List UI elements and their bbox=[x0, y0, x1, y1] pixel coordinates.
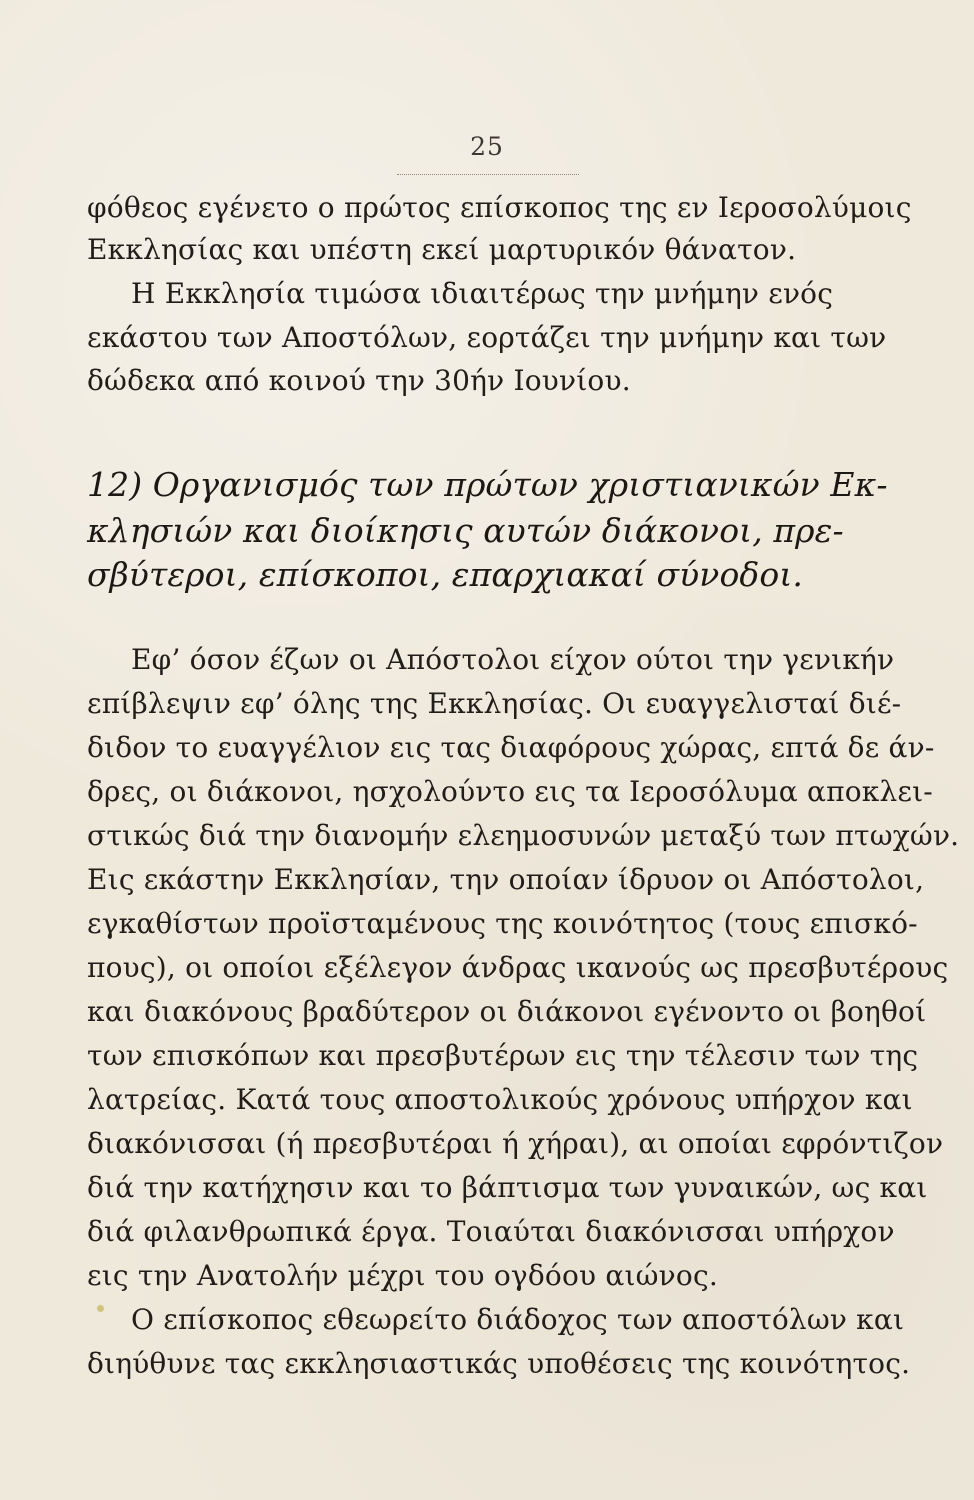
page-number-rule bbox=[397, 174, 579, 175]
text-line: φόθεος εγένετο ο πρώτος επίσκοπος της εν Ιεροσολύμοις bbox=[87, 191, 912, 224]
text-line: διά την κατήχησιν και το βάπτισμα των γυναικών, ως και bbox=[87, 1171, 928, 1204]
text-line: Εκκλησίας και υπέστη εκεί μαρτυρικόν θάνατον. bbox=[87, 233, 797, 266]
heading-line: 12) Οργανισμός των πρώτων χριστιανικών Εκ- bbox=[87, 465, 888, 504]
text-line: και διακόνους βραδύτερον οι διάκονοι εγένοντο οι βοηθοί bbox=[87, 995, 927, 1028]
text-line: Η Εκκλησία τιμώσα ιδιαιτέρως την μνήμην ενός bbox=[131, 277, 834, 310]
text-line: επίβλεψιν εφ’ όλης της Εκκλησίας. Οι ευαγγελισταί διέ- bbox=[87, 687, 902, 720]
text-line: πους), οι οποίοι εξέλεγον άνδρας ικανούς ως πρεσβυτέρους bbox=[87, 951, 949, 984]
text-line: στικώς διά την διανομήν ελεημοσυνών μεταξύ των πτωχών. bbox=[87, 819, 960, 852]
text-line: εγκαθίστων προϊσταμένους της κοινότητος (τους επισκό- bbox=[87, 907, 918, 940]
heading-line: κλησιών και διοίκησις αυτών διάκονοι, πρε- bbox=[87, 511, 844, 550]
text-line: διά φιλανθρωπικά έργα. Τοιαύται διακόνισσαι υπήρχον bbox=[87, 1215, 895, 1248]
page-number: 25 bbox=[470, 132, 504, 161]
text-line: Ο επίσκοπος εθεωρείτο διάδοχος των αποστόλων και bbox=[131, 1303, 905, 1336]
text-line: Εφ’ όσον έζων οι Απόστολοι είχον ούτοι την γενικήν bbox=[131, 643, 895, 676]
text-line: εις την Ανατολήν μέχρι του ογδόου αιώνος. bbox=[87, 1259, 718, 1292]
text-line: των επισκόπων και πρεσβυτέρων εις την τέλεσιν των της bbox=[87, 1039, 919, 1072]
page-mark bbox=[97, 1305, 104, 1312]
text-line: δώδεκα από κοινού την 30ήν Ιουνίου. bbox=[87, 364, 631, 397]
text-line: εκάστου των Αποστόλων, εορτάζει την μνήμην και των bbox=[87, 321, 887, 354]
text-line: διακόνισσαι (ή πρεσβυτέραι ή χήραι), αι οποίαι εφρόντιζον bbox=[87, 1127, 944, 1160]
text-line: Εις εκάστην Εκκλησίαν, την οποίαν ίδρυον οι Απόστολοι, bbox=[87, 863, 925, 896]
text-line: λατρείας. Κατά τους αποστολικούς χρόνους υπήρχον και bbox=[87, 1083, 913, 1116]
text-line: δρες, οι διάκονοι, ησχολούντο εις τα Ιεροσόλυμα αποκλει- bbox=[87, 775, 933, 808]
text-line: διδον το ευαγγέλιον εις τας διαφόρους χώρας, επτά δε άν- bbox=[87, 731, 935, 764]
text-line: διηύθυνε τας εκκλησιαστικάς υποθέσεις της κοινότητος. bbox=[87, 1347, 911, 1380]
heading-line: σβύτεροι, επίσκοποι, επαρχιακαί σύνοδοι. bbox=[87, 555, 803, 594]
